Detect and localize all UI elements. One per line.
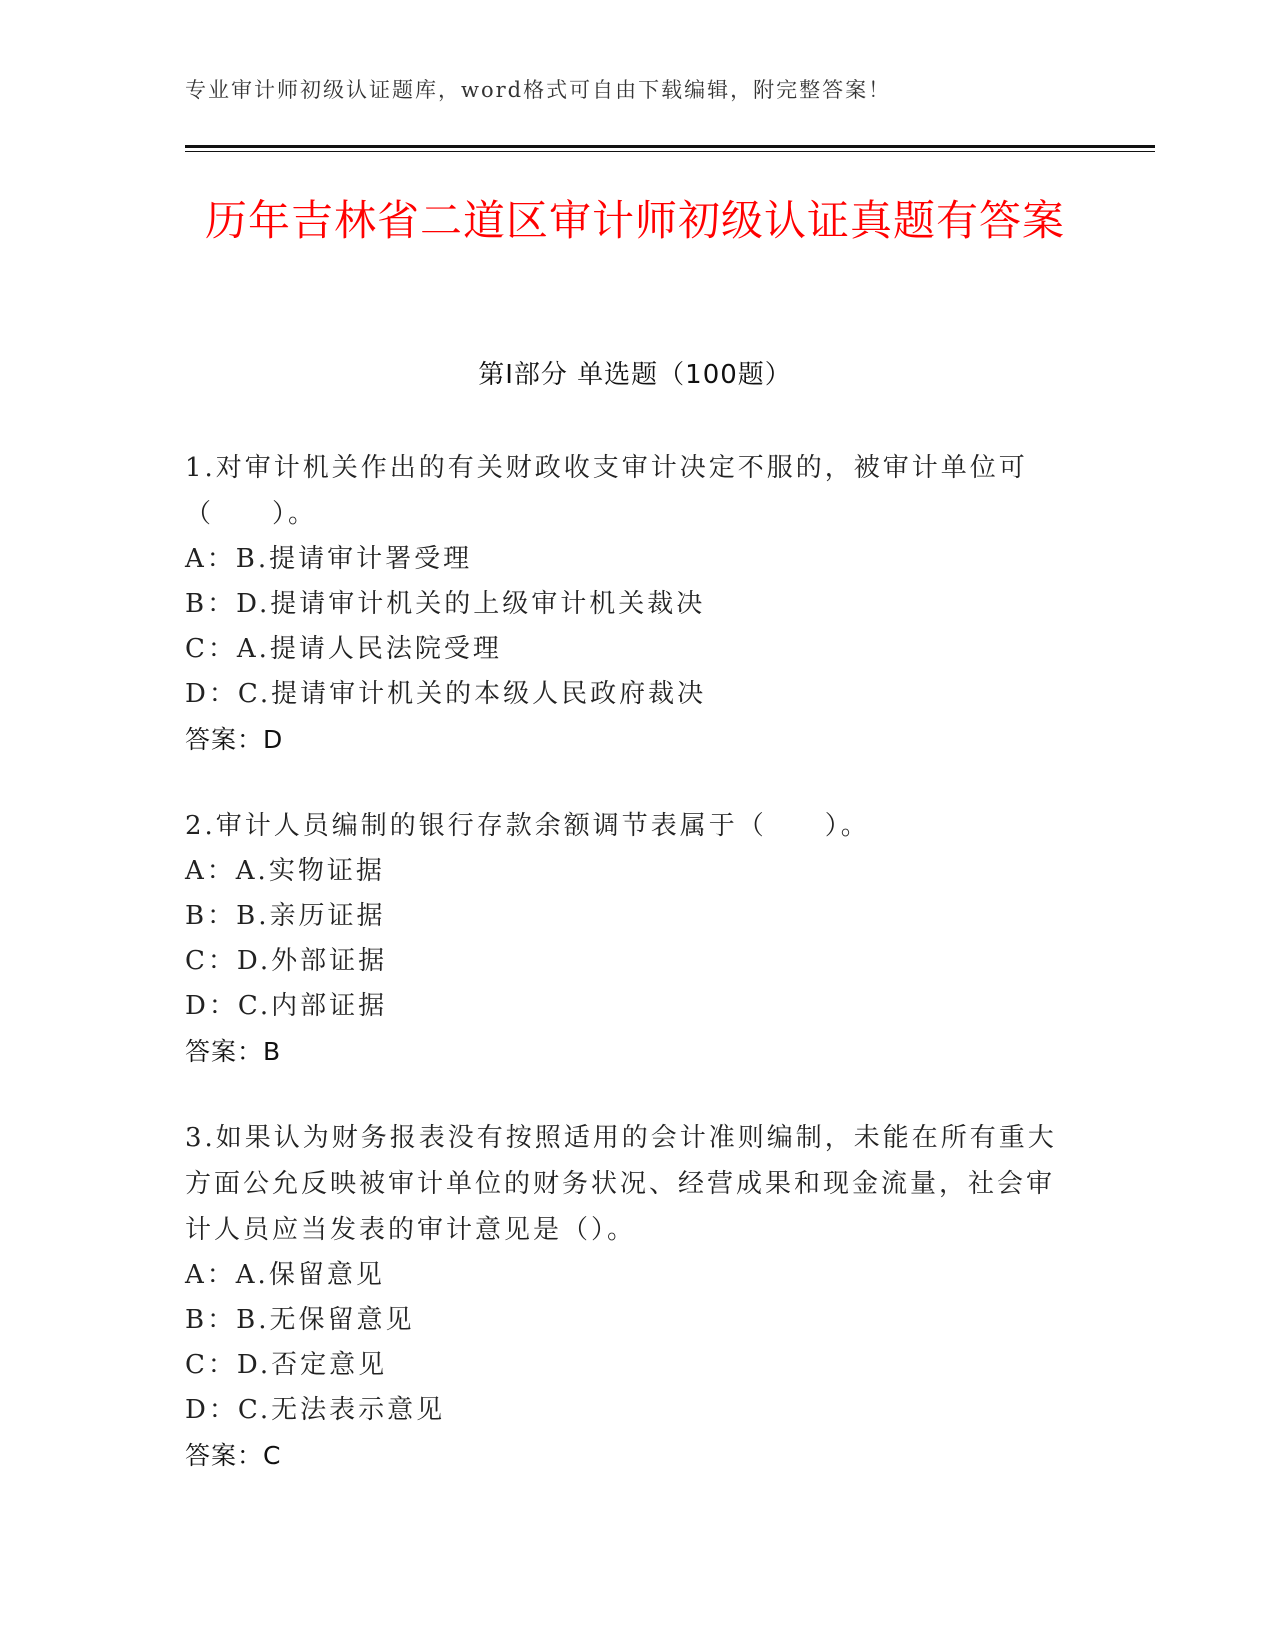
answer-line: 答案：C: [185, 1441, 282, 1470]
question-2: [185, 803, 1065, 1075]
option-d: D：C.内部证据: [185, 991, 388, 1021]
answer-line: 答案：D: [185, 725, 284, 754]
question-stem: 2.审计人员编制的银行存款余额调节表属于（ ）。: [185, 811, 870, 841]
option-b: B：B.亲历证据: [185, 901, 386, 931]
option-c: C：A.提请人民法院受理: [185, 634, 502, 664]
question-list: [185, 445, 1065, 1519]
header-rule-thick: [185, 145, 1155, 148]
option-c: C：D.否定意见: [185, 1350, 388, 1380]
question-3: [185, 1115, 1065, 1479]
option-d: D：C.无法表示意见: [185, 1395, 446, 1425]
question-stem: 3.如果认为财务报表没有按照适用的会计准则编制，未能在所有重大方面公允反映被审计单位的财务状况、经营成果和现金流量，社会审计人员应当发表的审计意见是（）。: [185, 1123, 1057, 1245]
document-title: 历年吉林省二道区审计师初级认证真题有答案: [204, 196, 1065, 245]
option-c: C：D.外部证据: [185, 946, 388, 976]
header-rule-thin: [185, 151, 1155, 152]
question-1: [185, 445, 1065, 763]
option-b: B：B.无保留意见: [185, 1305, 415, 1335]
option-b: B：D.提请审计机关的上级审计机关裁决: [185, 589, 706, 619]
option-a: A：B.提请审计署受理: [185, 544, 473, 574]
section-title: 第Ⅰ部分 单选题（100题）: [478, 360, 792, 390]
answer-line: 答案：B: [185, 1037, 282, 1066]
question-stem: 1.对审计机关作出的有关财政收支审计决定不服的，被审计单位可（ ）。: [185, 453, 1028, 529]
page-header-text: 专业审计师初级认证题库，word格式可自由下载编辑，附完整答案！: [185, 78, 892, 102]
option-a: A：A.实物证据: [185, 856, 385, 886]
option-d: D：C.提请审计机关的本级人民政府裁决: [185, 679, 707, 709]
option-a: A：A.保留意见: [185, 1260, 385, 1290]
